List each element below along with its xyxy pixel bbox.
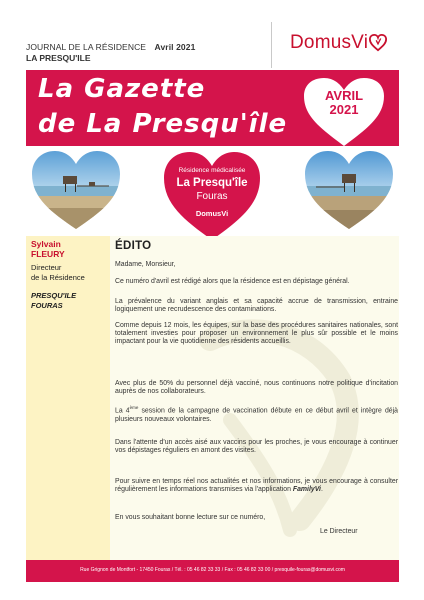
footer-contact: Rue Grignon de Montfort - 17450 Fouras / Tél. : 05 46 82 33 33 / Fax : 05 46 82 33 00 / presquile-fouras@domusvi.com <box>80 567 345 573</box>
author-residence <box>31 291 76 310</box>
paragraph-7-start: Pour suivre en temps réel nos actualités et nos informations, je vous encourage à consulter régulièrement les informations transmises via l'application <box>115 478 398 494</box>
badge-subtitle: Résidence médicalisée <box>178 167 246 174</box>
paragraph-7-end: . <box>320 486 323 494</box>
issue-date-month: AVRIL <box>324 88 364 103</box>
paragraph-5-start: La 4 <box>115 407 130 415</box>
salutation: Madame, Monsieur, <box>115 261 176 268</box>
logo-text: DomusVi <box>290 32 369 53</box>
paragraph-4: Avec plus de 50% du personnel déjà vacciné, nous continuons notre politique d'incitation auprès de nos collaborateurs. <box>115 380 398 396</box>
paragraph-6: Dans l'attente d'un accès aisé aux vaccins pour les proches, je vous encourage à continuer vos dépistages réguliers en amont des visites. <box>115 439 398 455</box>
author-title <box>31 263 85 282</box>
badge-name: La Presqu'île <box>176 177 248 189</box>
author-name <box>31 239 65 259</box>
author-title-line2: de la Résidence <box>31 272 85 282</box>
author-sidebar <box>26 236 110 560</box>
domusvi-logo <box>290 32 387 54</box>
author-last-name: FLEURY <box>31 249 65 259</box>
paragraph-3: Comme depuis 12 mois, les équipes, sur la base des procédures sanitaires nationales, sont totalement investies pour proposer un environnement le plus sûr possible et le moins impactant pour la vie quotidienne des résidents accueillis. <box>115 322 398 346</box>
familyvi-app-name: FamilyVi <box>292 486 321 494</box>
author-title-line1: Directeur <box>31 263 62 272</box>
gazette-title-line2: de La Presqu'île <box>38 109 288 139</box>
residence-name: LA PRESQU'ILE <box>26 53 91 63</box>
beach-photo-left <box>31 150 121 230</box>
header-divider <box>271 22 272 68</box>
issue-date <box>302 89 386 117</box>
beach-photo-right <box>304 150 394 230</box>
badge-town: Fouras <box>196 191 228 202</box>
paragraph-5-end: session de la campagne de vaccination débute en ce début avril et intègre déjà plusieurs nouveaux volontaires. <box>115 407 398 423</box>
paragraph-7 <box>115 478 398 494</box>
journal-header-line <box>26 42 195 52</box>
closing-line: En vous souhaitant bonne lecture sur ce numéro, <box>115 514 266 521</box>
ordinal-suffix: ème <box>129 405 139 410</box>
author-residence-line1: PRESQU'ILE <box>31 291 77 300</box>
signature: Le Directeur <box>320 528 358 535</box>
logo-heart-icon <box>369 34 387 52</box>
edito-heading: ÉDITO <box>115 240 152 252</box>
journal-label: JOURNAL DE LA RÉSIDENCE <box>26 42 147 52</box>
paragraph-2: La prévalence du variant anglais et sa capacité accrue de transmission, entraine logiquement une recrudescence des contaminations. <box>115 298 398 314</box>
issue-date-year: 2021 <box>329 102 359 117</box>
gazette-title-line1: La Gazette <box>38 74 206 104</box>
journal-month: Avril 2021 <box>154 42 196 52</box>
author-first-name: Sylvain <box>31 239 61 249</box>
paragraph-1: Ce numéro d'avril est rédigé alors que la résidence est en dépistage général. <box>115 278 350 285</box>
badge-logo: DomusVi <box>195 209 229 218</box>
author-residence-line2: FOURAS <box>31 300 63 310</box>
paragraph-5 <box>115 404 398 424</box>
